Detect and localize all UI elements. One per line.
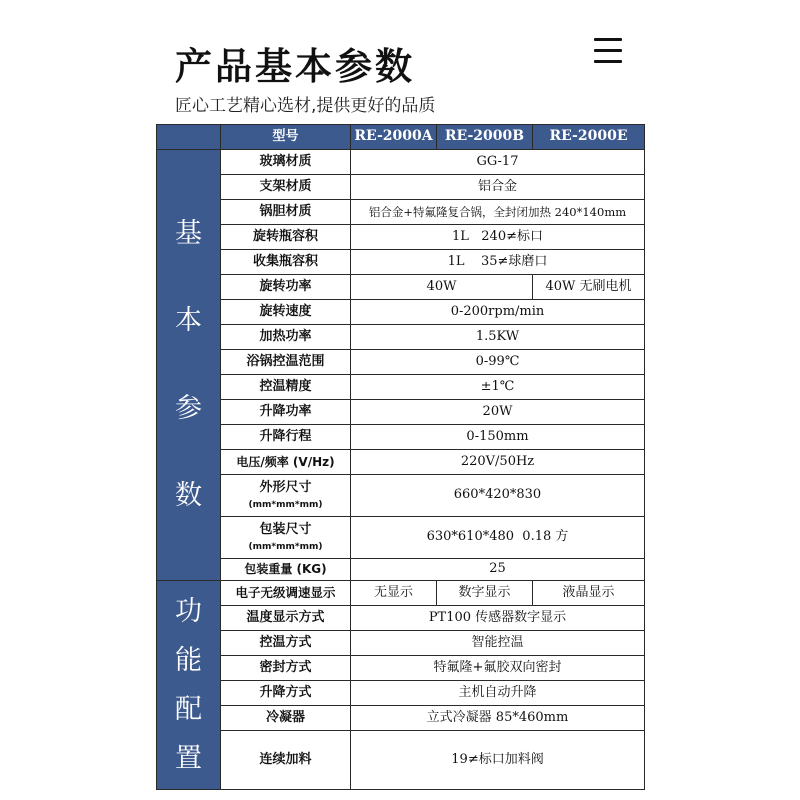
row-label: 旋转瓶容积 xyxy=(221,225,351,250)
section-function-char: 功 xyxy=(175,595,202,627)
menu-bar xyxy=(594,49,622,52)
row-label: 控温精度 xyxy=(221,375,351,400)
row-label: 加热功率 xyxy=(221,325,351,350)
row-value: 铝合金+特氟隆复合锅，全封闭加热 240*140mm xyxy=(351,200,644,225)
row-label: 电子无级调速显示 xyxy=(221,581,351,606)
row-label: 锅胆材质 xyxy=(221,200,351,225)
row-label: 升降行程 xyxy=(221,425,351,450)
row-value: 1L 240≠标口 xyxy=(351,225,644,250)
row-label: 收集瓶容积 xyxy=(221,250,351,275)
menu-bar xyxy=(594,60,622,63)
row-value: 0-200rpm/min xyxy=(351,300,644,325)
row-value-ab: 40W xyxy=(351,275,533,300)
section-function-char: 置 xyxy=(175,742,202,774)
section-basic-char: 基 xyxy=(175,217,202,249)
row-label: 连续加料 xyxy=(221,731,351,789)
section-function-config xyxy=(157,581,221,789)
row-value: 智能控温 xyxy=(351,631,644,656)
row-value-e: 40W 无刷电机 xyxy=(533,275,644,300)
row-value: 19≠标口加料阀 xyxy=(451,751,544,767)
row-label: 控温方式 xyxy=(221,631,351,656)
row-value: 1.5KW xyxy=(351,325,644,350)
menu-bar xyxy=(594,38,622,41)
row-value: ±1℃ xyxy=(351,375,644,400)
row-value: PT100 传感器数字显示 xyxy=(351,606,644,631)
row-label xyxy=(221,475,351,517)
menu-icon[interactable] xyxy=(594,38,622,64)
section-basic-char: 数 xyxy=(175,480,202,512)
row-label: 电压/频率 (V/Hz) xyxy=(221,450,351,475)
section-basic-char: 参 xyxy=(175,392,202,424)
row-label-main: 包装尺寸 xyxy=(259,521,312,537)
row-label-unit: (mm*mm*mm) xyxy=(248,500,323,510)
row-label-main: 外形尺寸 xyxy=(259,479,312,495)
row-value: 铝合金 xyxy=(351,175,644,200)
row-value-a: 无显示 xyxy=(351,581,437,606)
row-value: 660*420*830 xyxy=(351,475,644,517)
row-label: 冷凝器 xyxy=(221,706,351,731)
row-value: 立式冷凝器 85*460mm xyxy=(351,706,644,731)
header-model-label: 型号 xyxy=(221,125,351,150)
row-value: 220V/50Hz xyxy=(351,450,644,475)
row-label: 包装重量 (KG) xyxy=(221,559,351,581)
row-value: 特氟隆+氟胶双向密封 xyxy=(351,656,644,681)
row-label: 密封方式 xyxy=(221,656,351,681)
spec-table xyxy=(156,124,645,790)
row-label: 温度显示方式 xyxy=(221,606,351,631)
row-value: 1L 35≠球磨口 xyxy=(351,250,644,275)
row-value-b: 数字显示 xyxy=(437,581,533,606)
row-value: 20W xyxy=(351,400,644,425)
row-value: 0-150mm xyxy=(351,425,644,450)
row-value: 25 xyxy=(351,559,644,581)
header-model-e: RE-2000E xyxy=(533,125,644,150)
header-model-b: RE-2000B xyxy=(437,125,533,150)
row-label: 玻璃材质 xyxy=(221,150,351,175)
row-label: 浴锅控温范围 xyxy=(221,350,351,375)
row-label: 旋转速度 xyxy=(221,300,351,325)
row-label: 支架材质 xyxy=(221,175,351,200)
row-label: 升降方式 xyxy=(221,681,351,706)
section-basic-params xyxy=(157,150,221,581)
row-label: 升降功率 xyxy=(221,400,351,425)
header-model-a: RE-2000A xyxy=(351,125,437,150)
page-subtitle: 匠心工艺精心选材,提供更好的品质 xyxy=(175,96,436,116)
row-value-e: 液晶显示 xyxy=(533,581,644,606)
row-label xyxy=(221,517,351,559)
section-basic-char: 本 xyxy=(175,305,202,337)
row-value: 0-99℃ xyxy=(351,350,644,375)
row-label: 旋转功率 xyxy=(221,275,351,300)
row-value: 630*610*480 0.18 方 xyxy=(351,517,644,559)
header-corner xyxy=(157,125,221,150)
row-value: 主机自动升降 xyxy=(351,681,644,706)
page-title: 产品基本参数 xyxy=(175,45,415,88)
row-label-unit: (mm*mm*mm) xyxy=(248,542,323,552)
section-function-char: 配 xyxy=(175,693,202,725)
row-value: GG-17 xyxy=(351,150,644,175)
section-function-char: 能 xyxy=(175,644,202,676)
